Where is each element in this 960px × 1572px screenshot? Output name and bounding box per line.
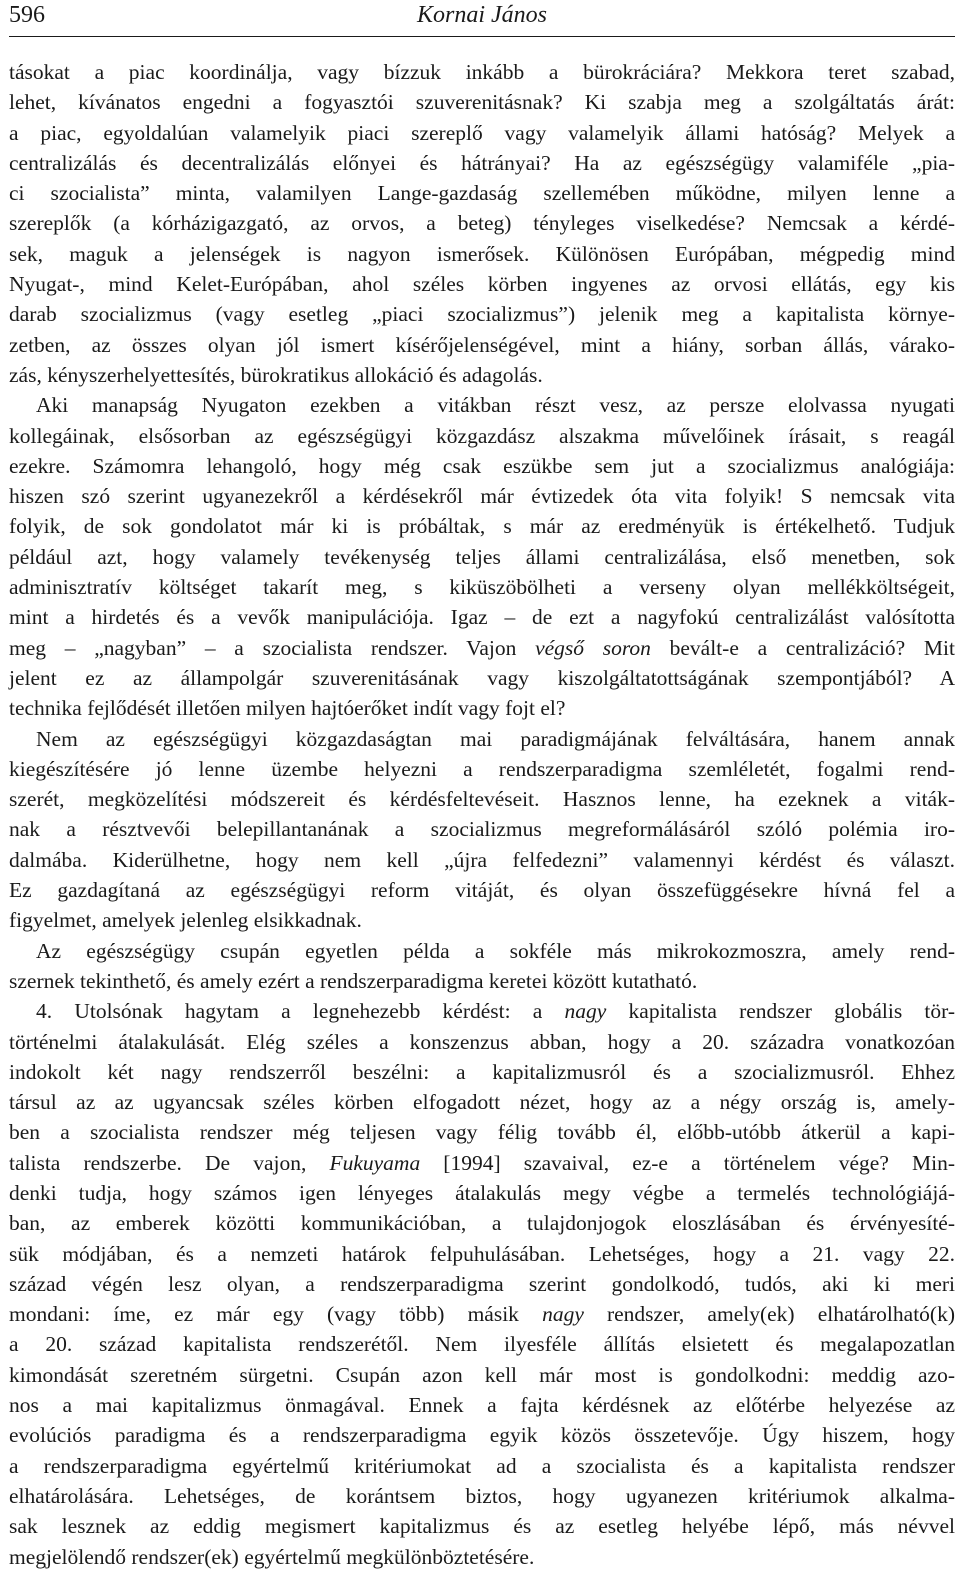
text-line: például azt, hogy valamely tevékenység teljes állami centralizálása, első menetben, sok	[9, 544, 955, 569]
text-line: sük módjában, és a nemzeti határok felpuhulásában. Lehetséges, hogy a 21. vagy 22.	[9, 1241, 955, 1266]
text-line: a piac, egyoldalúan valamelyik piaci szereplő vagy valamelyik állami hatóság? Melyek a	[9, 120, 955, 145]
text-line: centralizálás és decentralizálás előnyei és hátrányai? Ha az egészségügy valamiféle „pia-	[9, 150, 955, 175]
header-rule	[9, 36, 955, 37]
text-line: mint a hirdetés és a vevők manipulációja. Igaz – de ezt a nagyfokú centralizálást valósította	[9, 605, 955, 630]
paragraph-2	[9, 390, 955, 723]
paragraph-3	[9, 724, 955, 936]
italic-phrase: Fukuyama	[329, 1150, 421, 1175]
text-line: a 20. század kapitalista rendszerétől. Nem ilyesféle állítás elsietett és megalapozatlan	[9, 1332, 955, 1357]
text-segment: talista rendszerbe. De vajon,	[9, 1150, 330, 1175]
text-line: ezekre. Számomra lehangoló, hogy még csak eszükbe sem jut a szocializmus analógiája:	[9, 453, 955, 478]
text-line: elhatárolására. Lehetséges, de korántsem biztos, hogy ugyanezen kritériumok alkalma-	[9, 1483, 955, 1508]
text-line: szernek tekinthető, és amely ezért a rendszerparadigma keretei között kutatható.	[9, 968, 698, 993]
text-line	[9, 996, 955, 1026]
italic-phrase: nagy	[542, 1302, 584, 1327]
text-line: Nem az egészségügyi közgazdaságtan mai paradigmájának felváltására, hanem annak	[36, 726, 955, 751]
text-line	[9, 1299, 955, 1329]
text-segment: [1994] szavaival, ez-e a történelem vége? Min-	[420, 1150, 955, 1175]
text-line: jelent ez az állampolgár szuverenitásának vagy kiszolgáltatottságának szempontjából? A	[9, 665, 955, 690]
text-line: a rendszerparadigma egyértelmű kritériumokat ad a szocialista és a kapitalista rendszer	[9, 1453, 955, 1478]
text-line: technika fejlődését illetően milyen hajtóerőket indít vagy fojt el?	[9, 696, 566, 721]
text-line: század végén lesz olyan, a rendszerparadigma szerint gondolkodó, tudós, aki ki meri	[9, 1271, 955, 1296]
text-segment: meg – „nagyban” – a szocialista rendszer. Vajon	[9, 635, 536, 660]
text-line: hiszen szó szerint ugyanezekről a kérdésekről már évtizedek óta vita folyik! S nemcsak vita	[9, 484, 955, 509]
text-segment: mondani: íme, ez már egy (vagy több) másik	[9, 1302, 543, 1327]
italic-phrase: nagy	[564, 999, 607, 1024]
text-line: kimondását szeretném sürgetni. Csupán azon kell már most is gondolkodni: meddig azo-	[9, 1362, 955, 1387]
text-line: szerét, megközelítési módszereit és kérdésfeltevéseit. Hasznos lenne, ha ezeknek a viták-	[9, 787, 955, 812]
text-line: Nyugat-, mind Kelet-Európában, ahol széles körben ingyenes az orvosi ellátás, egy kis	[9, 272, 955, 297]
text-line: sak lesznek az eddig megismert kapitalizmus és az esetleg helyébe lépő, más névvel	[9, 1514, 955, 1539]
text-line: megjelölendő rendszer(ek) egyértelmű megkülönböztetésére.	[9, 1544, 535, 1569]
text-line: Ez gazdagítaná az egészségügyi reform vitáját, és olyan összefüggésekre hívná fel a	[9, 878, 955, 903]
text-line	[9, 1148, 955, 1178]
text-line: kiegészítésére jó lenne üzembe helyezni a rendszerparadigma szemléletét, fogalmi rend-	[9, 756, 955, 781]
text-line: ben a szocialista rendszer még teljesen vagy félig tovább él, előbb-utóbb átkerül a kapi-	[9, 1120, 955, 1145]
italic-phrase: végső soron	[535, 635, 651, 660]
text-segment: 4. Utolsónak hagytam a legnehezebb kérdést: a	[36, 999, 565, 1024]
text-line: Az egészségügy csupán egyetlen példa a sokféle más mikrokozmoszra, amely rend-	[36, 938, 955, 963]
text-line: zetben, az összes olyan jól ismert kísérőjelenségével, mint a hiány, sorban állás, várako-	[9, 332, 955, 357]
text-line: Aki manapság Nyugaton ezekben a vitákban részt vesz, az persze elolvassa nyugati	[36, 393, 955, 418]
text-line: sek, maguk a jelenségek is nagyon ismerősek. Különösen Európában, mégpedig mind	[9, 241, 955, 266]
text-line: ci szocialista” minta, valamilyen Lange-gazdaság szellemében működne, milyen lenne a	[9, 181, 955, 206]
paragraph-5	[9, 996, 955, 1572]
running-title: Kornai János	[416, 2, 547, 28]
paragraph-1	[9, 57, 955, 390]
text-segment: rendszer, amely(ek) elhatárolható(k)	[583, 1302, 955, 1327]
page-number: 596	[9, 2, 45, 28]
text-line	[9, 633, 955, 663]
text-line: folyik, de sok gondolatot már ki is próbáltak, s már az eredményük is értékelhető. Tudjuk	[9, 514, 955, 539]
text-segment: kapitalista rendszer globális tör-	[606, 999, 955, 1024]
text-line: darab szocializmus (vagy esetleg „piaci szocializmus”) jelenik meg a kapitalista környe-	[9, 302, 955, 327]
text-line: tásokat a piac koordinálja, vagy bízzuk inkább a bürokráciára? Mekkora teret szabad,	[9, 60, 955, 84]
text-line: nos a mai kapitalizmus önmagával. Ennek a fajta kérdésnek az előtérbe helyezése az	[9, 1393, 955, 1418]
text-line: denki tudja, hogy számos igen lényeges átalakulás megy végbe a termelés technológiájá-	[9, 1180, 955, 1205]
text-line: dalmába. Kiderülhetne, hogy nem kell „újra felfedezni” valamennyi kérdést és választ.	[9, 847, 955, 872]
text-line: lehet, kívánatos engedni a fogyasztói szuverenitásnak? Ki szabja meg a szolgáltatás árát:	[9, 90, 955, 115]
text-line: ban, az emberek közötti kommunikációban, a tulajdonjogok eloszlásában és érvényesíté-	[9, 1211, 955, 1236]
book-page	[9, 0, 955, 1569]
text-line: nak a résztvevői belepillantanának a szocializmus megreformálásáról szóló polémia iro-	[9, 817, 955, 842]
paragraph-4	[9, 936, 955, 997]
text-line: történelmi átalakulását. Elég széles a konszenzus abban, hogy a 20. századra vonatkozóan	[9, 1029, 955, 1054]
text-segment: bevált-e a centralizáció? Mit	[650, 635, 955, 660]
text-line: figyelmet, amelyek jelenleg elsikkadnak.	[9, 908, 362, 933]
page-header	[9, 0, 955, 40]
text-line: evolúciós paradigma és a rendszerparadigma egyik közös összetevője. Úgy hiszem, hogy	[9, 1423, 955, 1448]
text-line: adminisztratív költséget takarít meg, s kiküszöbölheti a verseny olyan mellékköltségeit,	[9, 575, 955, 600]
text-line: kollegáinak, elsősorban az egészségügyi közgazdász alszakma művelőinek írásait, s reagál	[9, 423, 955, 448]
text-line: társul az az ugyancsak széles körben elfogadott nézet, hogy az a négy ország is, amely-	[9, 1090, 955, 1115]
body-text	[9, 57, 955, 1572]
text-line: indokolt két nagy rendszerről beszélni: a kapitalizmusról és a szocializmusról. Ehhez	[9, 1059, 955, 1084]
text-line: szereplők (a kórházigazgató, az orvos, a beteg) tényleges viselkedése? Nemcsak a kérdé-	[9, 211, 955, 236]
text-line: zás, kényszerhelyettesítés, bürokratikus allokáció és adagolás.	[9, 362, 543, 387]
